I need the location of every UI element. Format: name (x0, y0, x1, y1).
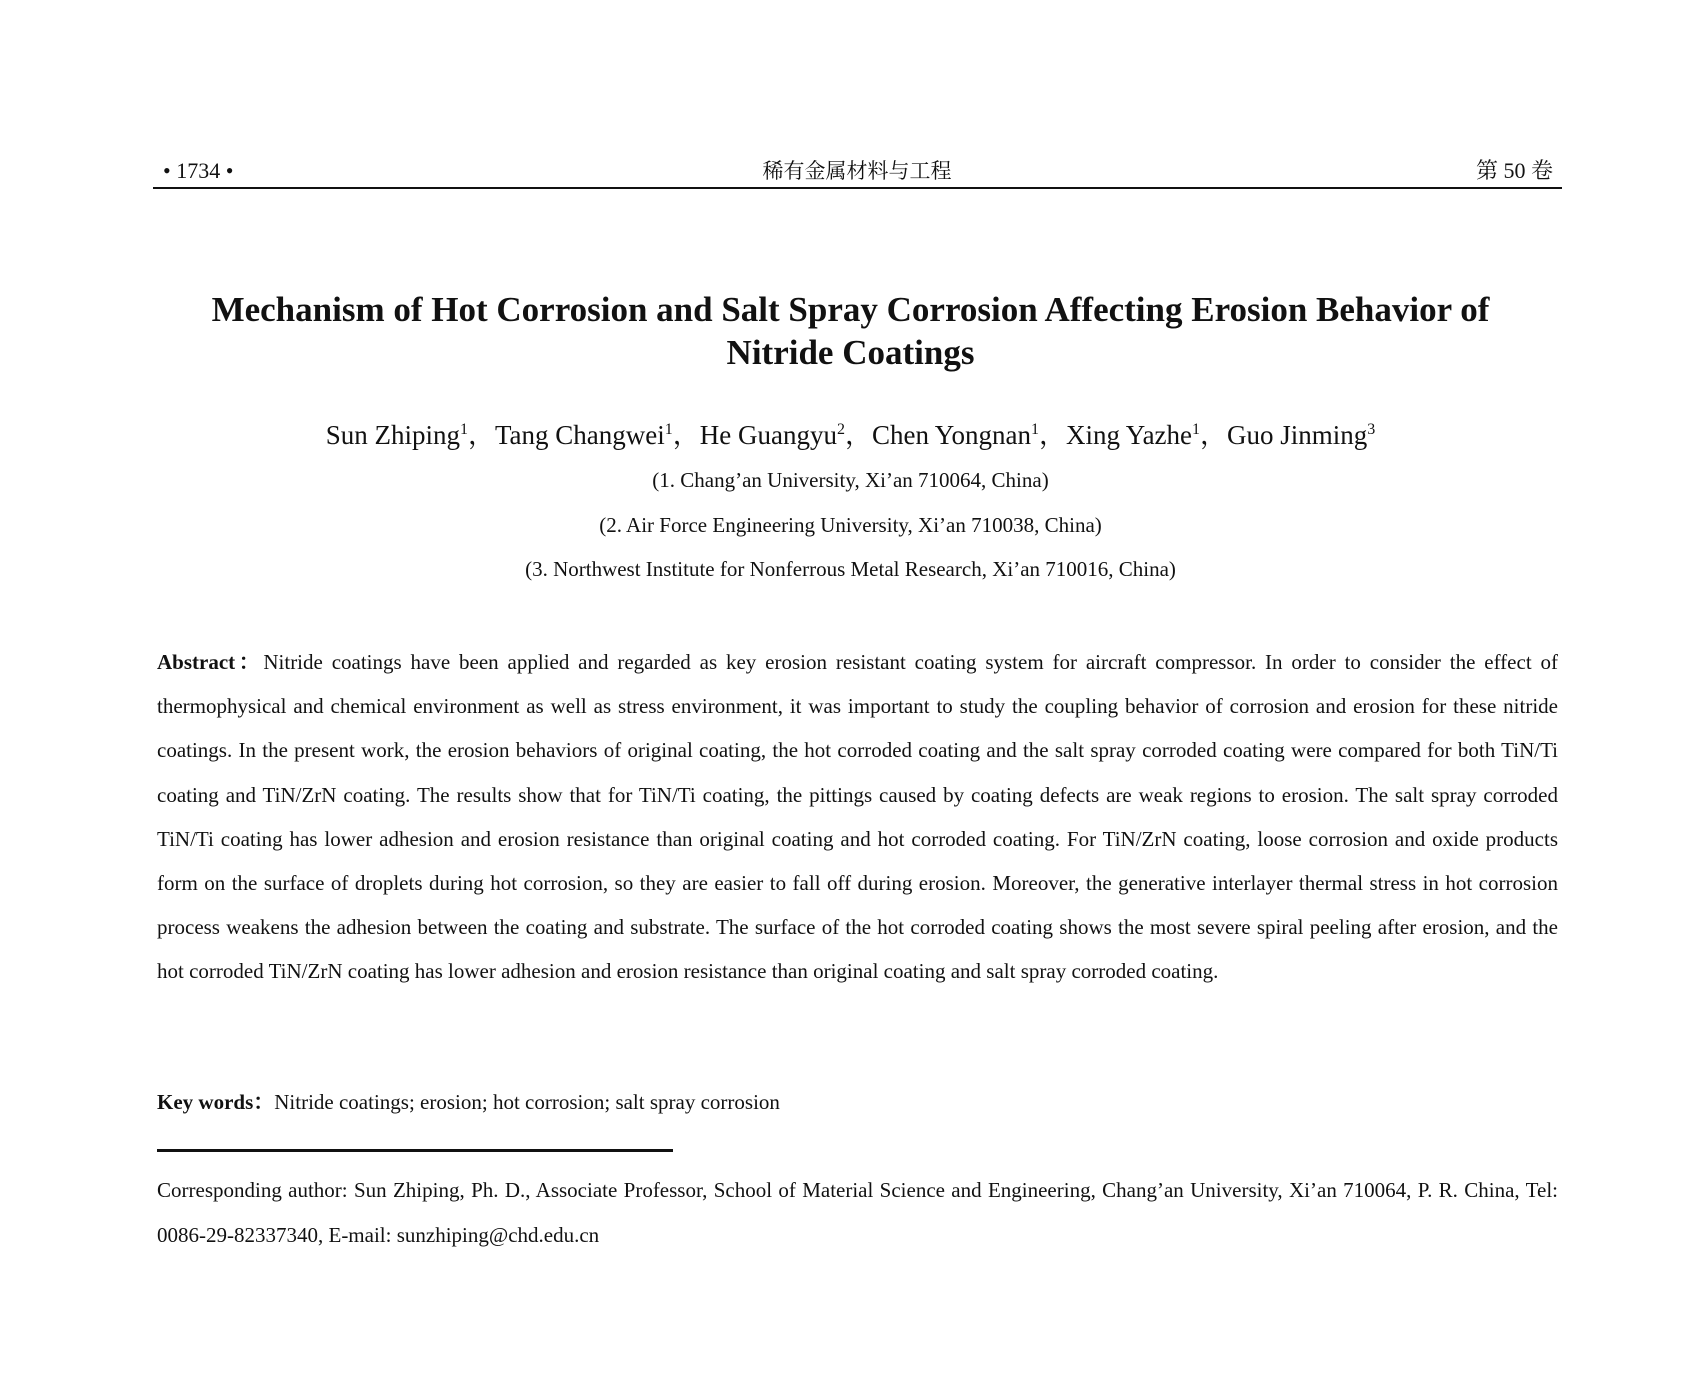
author-affiliation-marker: 1 (664, 421, 673, 438)
author-list (200, 416, 1501, 454)
corresponding-author-footnote: Corresponding author: Sun Zhiping, Ph. D., Associate Professor, School of Material Science and Engineering, Chang’an University, Xi’an 710064, P. R. China, Tel: 0086-29-82337340, E-mail: sunzhiping@chd.edu.cn (157, 1178, 1558, 1247)
page-number: • 1734 • (163, 158, 234, 183)
affiliation-2: (2. Air Force Engineering University, Xi’an 710038, China) (599, 513, 1102, 537)
abstract-label: Abstract： (157, 650, 264, 674)
author (1227, 420, 1375, 450)
author-name: Sun Zhiping (325, 420, 460, 450)
author-affiliation-marker: 1 (459, 421, 468, 438)
affiliation-3: (3. Northwest Institute for Nonferrous Metal Research, Xi’an 710016, China) (525, 557, 1176, 581)
keywords-text: Nitride coatings; erosion; hot corrosion; salt spray corrosion (274, 1090, 780, 1114)
abstract-text: Nitride coatings have been applied and regarded as key erosion resistant coating system for aircraft compressor. In order to consider the effect of thermophysical and chemical environment as well as stress environment, it was important to study the coupling behavior of corrosion and erosion for these nitride coatings. In the present work, the erosion behaviors of original coating, the hot corroded coating and the salt spray corroded coating were compared for both TiN/Ti coating and TiN/ZrN coating. The results show that for TiN/Ti coating, the pittings caused by coating defects are weak regions to erosion. The salt spray corroded TiN/Ti coating has lower adhesion and erosion resistance than original coating and hot corroded coating. For TiN/ZrN coating, loose corrosion and oxide products form on the surface of droplets during hot corrosion, so they are easier to fall off during erosion. Moreover, the generative interlayer thermal stress in hot corrosion process weakens the adhesion between the coating and substrate. The surface of the hot corroded coating shows the most severe spiral peeling after erosion, and the hot corroded TiN/ZrN coating has lower adhesion and erosion resistance than original coating and salt spray corroded coating. (157, 650, 1558, 984)
keywords-label: Key words： (157, 1090, 275, 1114)
author (326, 420, 468, 450)
author-name: Chen Yongnan (872, 420, 1032, 450)
author-name: Guo Jinming (1227, 420, 1368, 450)
abstract (157, 640, 1558, 994)
author-affiliation-marker: 1 (1192, 421, 1201, 438)
author-separator: ， (467, 420, 495, 450)
running-header (153, 154, 1561, 188)
journal-name: 稀有金属材料与工程 (762, 159, 952, 183)
author-name: Xing Yazhe (1066, 420, 1193, 450)
author-name: He Guangyu (699, 420, 837, 450)
paper-title: Mechanism of Hot Corrosion and Salt Spray Corrosion Affecting Erosion Behavior of Nitride Coatings (211, 290, 1490, 372)
volume-label: 第 50 卷 (1475, 158, 1553, 183)
author-name: Tang Changwei (494, 420, 665, 450)
author-separator: ， (672, 420, 700, 450)
author (872, 420, 1039, 450)
footnote-rule (157, 1149, 673, 1152)
keywords (157, 1080, 1558, 1124)
author-affiliation-marker: 2 (837, 421, 845, 438)
author (700, 420, 845, 450)
author (1066, 420, 1200, 450)
affiliation-1: (1. Chang’an University, Xi’an 710064, China) (652, 468, 1049, 492)
author-affiliation-marker: 3 (1367, 421, 1376, 438)
author-affiliation-marker: 1 (1031, 421, 1040, 438)
author (495, 420, 673, 450)
author-separator: ， (1200, 420, 1228, 450)
header-rule (153, 187, 1562, 189)
author-separator: ， (1039, 420, 1067, 450)
author-separator: ， (845, 420, 872, 450)
